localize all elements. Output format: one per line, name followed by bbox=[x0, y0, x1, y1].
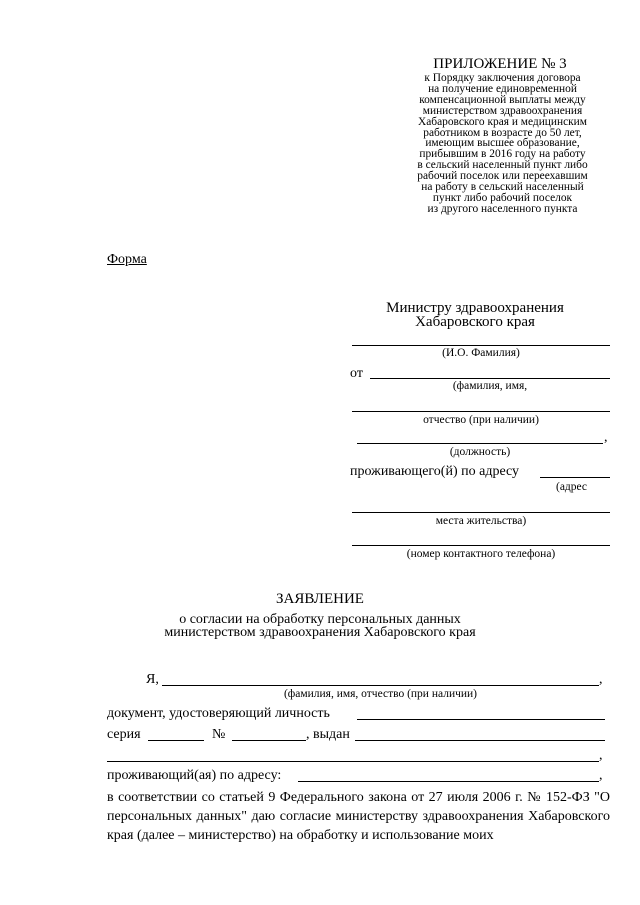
addressee-line2: Хабаровского края bbox=[415, 314, 535, 330]
phone-caption: (номер контактного телефона) bbox=[406, 548, 556, 560]
applicant-name-field[interactable] bbox=[162, 685, 599, 686]
appendix-line: на получение единовременной bbox=[428, 82, 577, 95]
appendix-line: прибывшим в 2016 году на работу bbox=[419, 148, 586, 161]
from-name-field[interactable] bbox=[370, 378, 610, 379]
residing-label: проживающего(й) по адресу bbox=[350, 464, 520, 479]
appendix-line: из другого населенного пункта bbox=[427, 202, 578, 215]
position-field[interactable] bbox=[357, 443, 603, 444]
statement-subtitle: о согласии на обработку персональных данных bbox=[179, 612, 461, 627]
appendix-line: имеющим высшее образование, bbox=[425, 137, 580, 150]
appendix-title: ПРИЛОЖЕНИЕ № 3 bbox=[433, 56, 567, 72]
form-label: Форма bbox=[107, 252, 147, 267]
patronymic-field[interactable] bbox=[352, 411, 610, 412]
appendix-line: к Порядку заключения договора bbox=[424, 72, 581, 84]
from-label: от bbox=[350, 366, 363, 381]
position-caption: (должность) bbox=[449, 446, 511, 458]
appendix-text bbox=[395, 73, 610, 215]
appendix-line: компенсационной выплаты между bbox=[419, 93, 586, 106]
appendix-line: министерством здравоохранения bbox=[422, 104, 583, 117]
address-caption: (адрес bbox=[556, 481, 588, 493]
minister-name-caption: (И.О. Фамилия) bbox=[442, 347, 520, 359]
statement-subtitle: министерством здравоохранения Хабаровского края bbox=[164, 625, 476, 640]
minister-name-field[interactable] bbox=[352, 345, 610, 346]
issued-by-continued-field[interactable] bbox=[107, 761, 599, 762]
appendix-line: в сельский населенный пункт либо bbox=[417, 159, 588, 172]
from-name-caption: (фамилия, имя, bbox=[452, 380, 528, 392]
i-label: Я, bbox=[146, 672, 159, 687]
patronymic-caption: отчество (при наличии) bbox=[423, 414, 539, 426]
addressee-line1: Министру здравоохранения bbox=[386, 300, 564, 316]
issued-by-field[interactable] bbox=[355, 740, 605, 741]
address-field[interactable] bbox=[540, 477, 610, 478]
applicant-name-caption: (фамилия, имя, отчество (при наличии) bbox=[283, 688, 478, 700]
address-comma: , bbox=[599, 768, 603, 783]
document-label: документ, удостоверяющий личность bbox=[107, 706, 330, 721]
appendix-line: пункт либо рабочий поселок bbox=[432, 191, 573, 204]
consent-paragraph: в соответствии со статьей 9 Федерального закона от 27 июля 2006 г. № 152-ФЗ "О персональных данных" даю согласие министерству здравоохранения Хабаровского края (далее – министерство) на обработку и использование моих bbox=[107, 790, 610, 843]
appendix-line: работником в возрасте до 50 лет, bbox=[423, 126, 582, 139]
statement-title: ЗАЯВЛЕНИЕ bbox=[276, 591, 364, 607]
appendix-line: рабочий поселок или переехавшим bbox=[417, 170, 588, 183]
series-field[interactable] bbox=[148, 740, 204, 741]
position-comma: , bbox=[604, 430, 608, 445]
issued-label: , выдан bbox=[306, 727, 350, 742]
appendix-line: Хабаровского края и медицинским bbox=[418, 115, 587, 128]
residence-field[interactable] bbox=[352, 512, 610, 513]
appendix-line: на работу в сельский населенный bbox=[421, 181, 584, 194]
series-label: серия bbox=[107, 727, 141, 742]
document-field[interactable] bbox=[357, 719, 605, 720]
number-label: № bbox=[212, 727, 226, 742]
residence-caption: места жительства) bbox=[435, 515, 527, 527]
residing-address-label: проживающий(ая) по адресу: bbox=[107, 768, 282, 783]
residing-address-field[interactable] bbox=[298, 781, 599, 782]
number-field[interactable] bbox=[232, 740, 306, 741]
issued-comma: , bbox=[599, 748, 603, 763]
name-comma: , bbox=[599, 672, 603, 687]
phone-field[interactable] bbox=[352, 545, 610, 546]
